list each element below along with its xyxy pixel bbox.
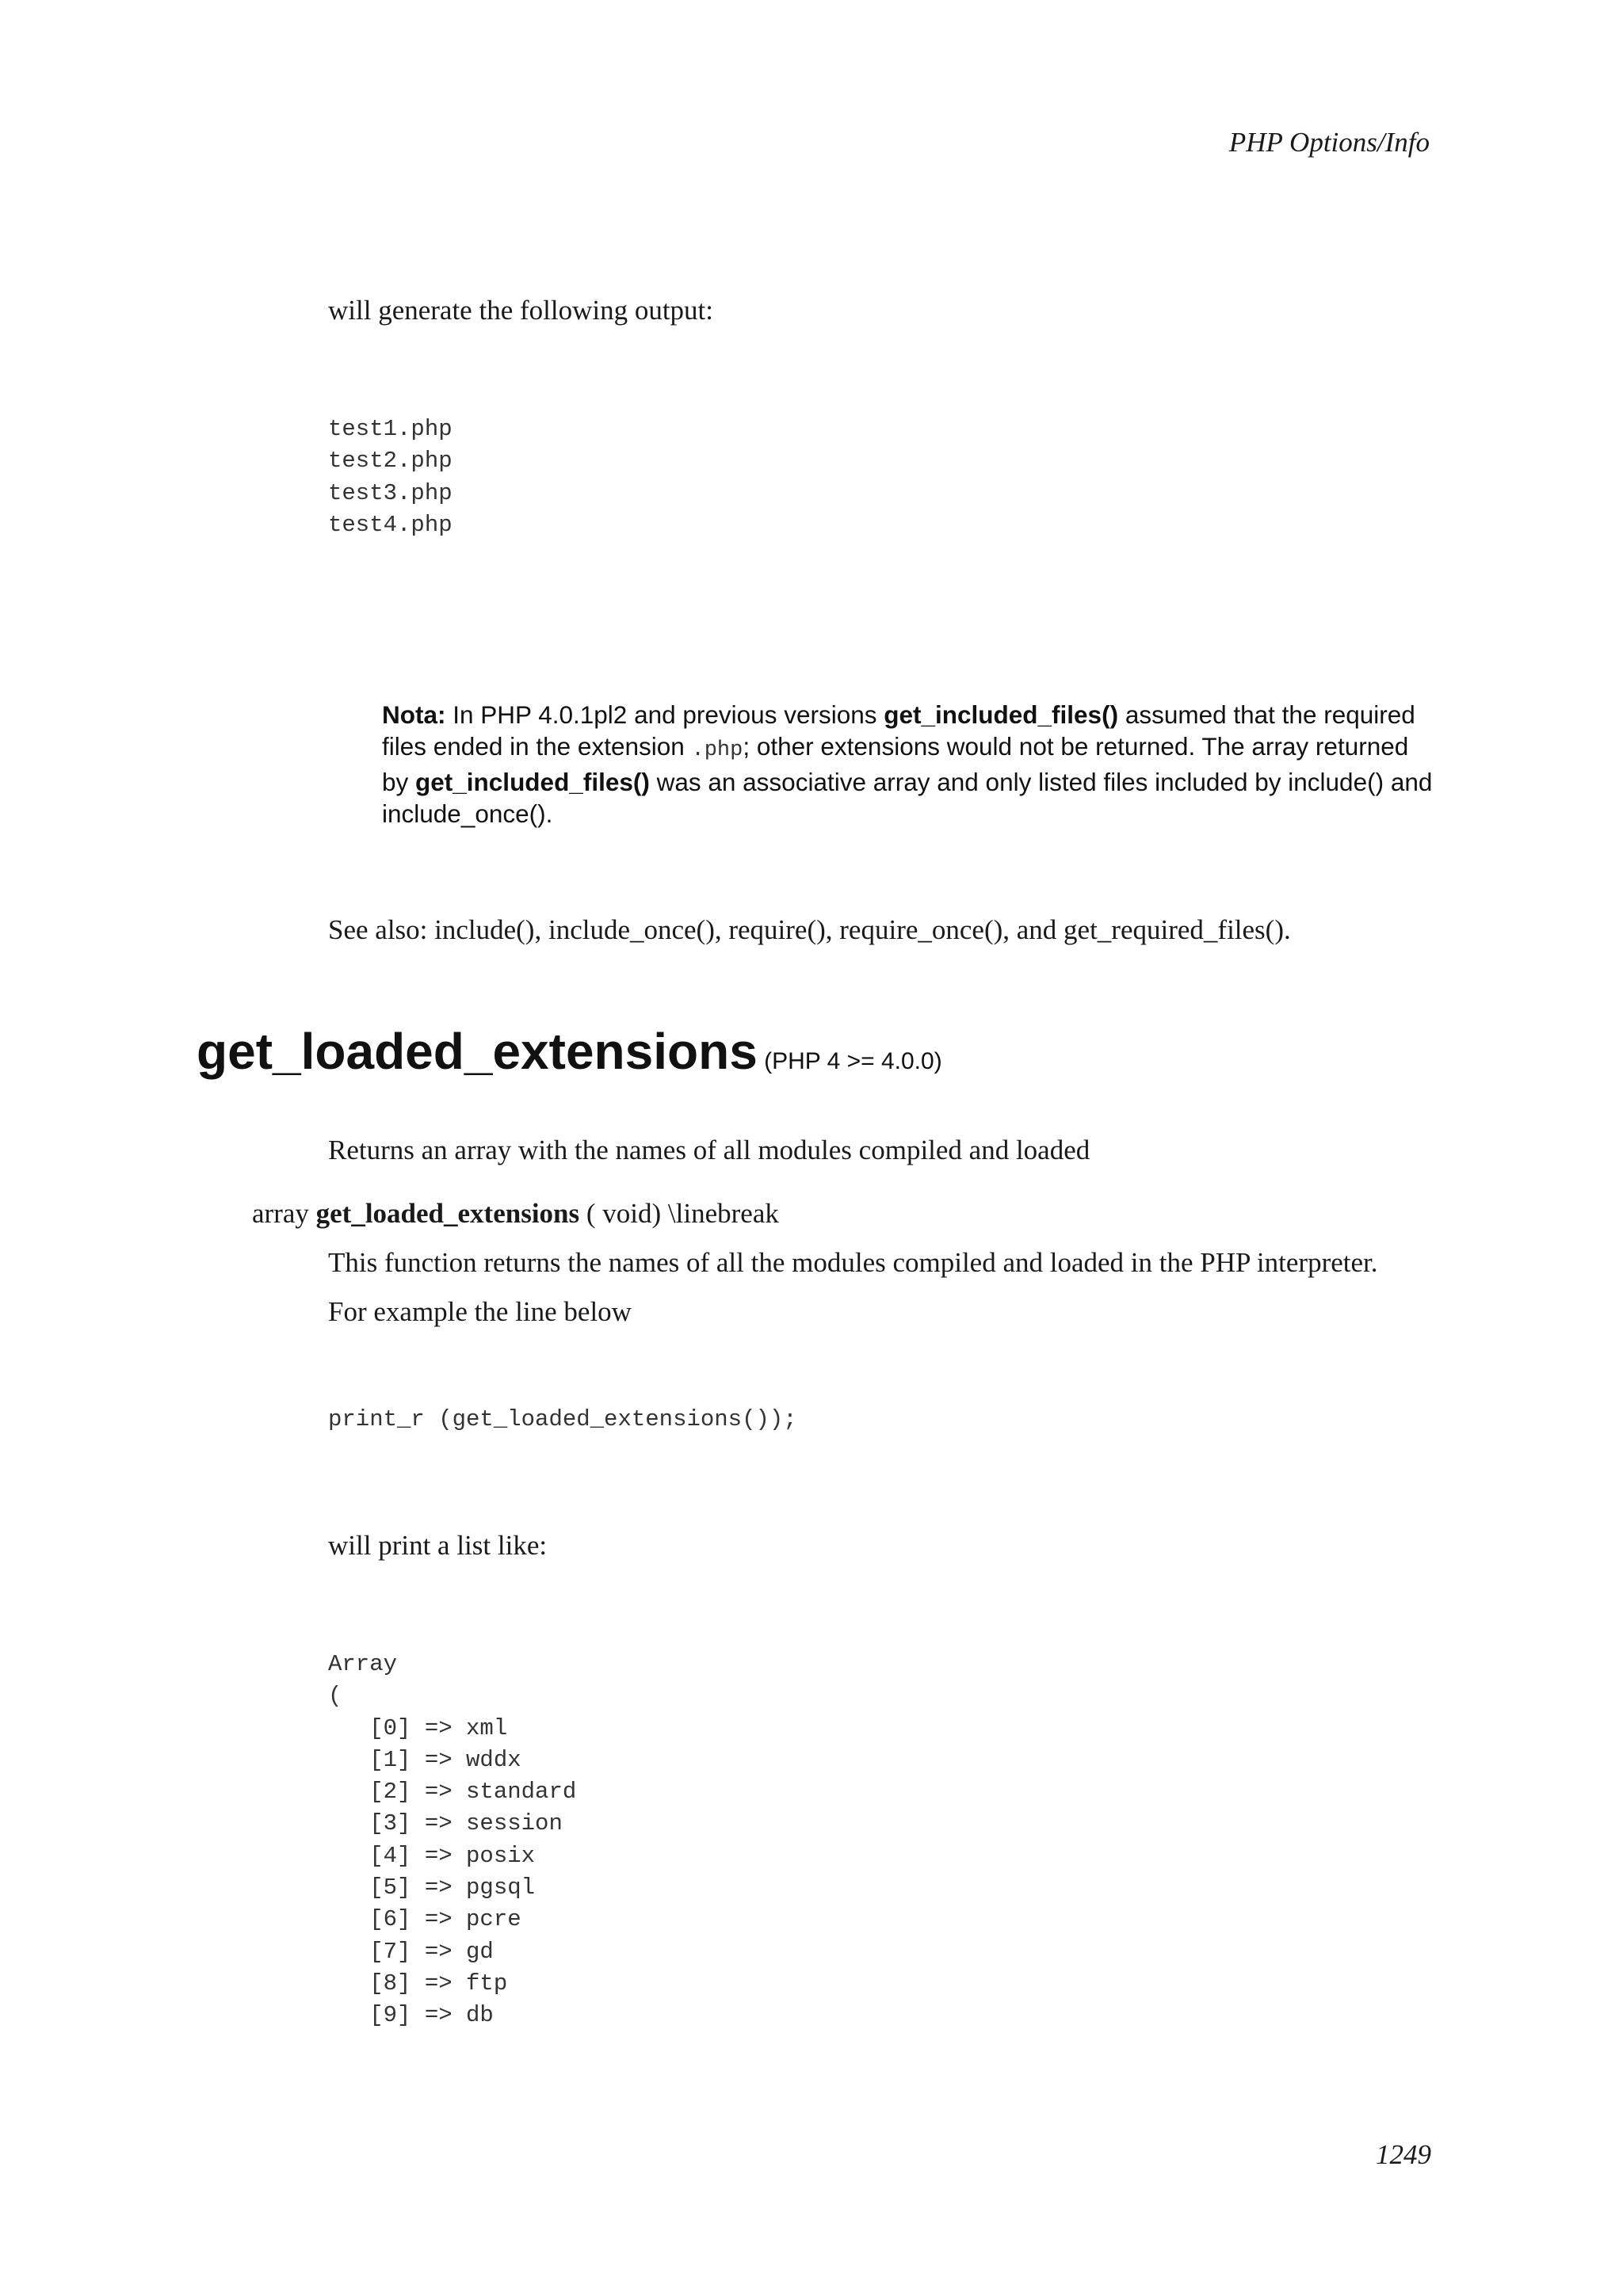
- note-text-2: assumed that the required files ended in the extension: [382, 700, 1415, 761]
- synopsis-function-name: get_loaded_extensions: [315, 1198, 580, 1229]
- output-code-block: test1.php test2.php test3.php test4.php: [328, 416, 453, 538]
- function-title: get_loaded_extensions: [197, 1023, 758, 1080]
- print-intro-text: will print a list like:: [328, 1530, 548, 1561]
- function-summary: Returns an array with the names of all modules compiled and loaded: [328, 1135, 1090, 1165]
- output-intro-text: will generate the following output:: [328, 295, 714, 326]
- note-text-1: In PHP 4.0.1pl2 and previous versions: [445, 700, 884, 729]
- function-version: (PHP 4 >= 4.0.0): [757, 1048, 942, 1074]
- note-function-1: get_included_files(): [884, 700, 1119, 729]
- note-label: Nota:: [382, 700, 446, 729]
- function-description: This function returns the names of all the modules compiled and loaded in the PHP interpreter.: [328, 1247, 1378, 1278]
- see-also-text: See also: include(), include_once(), require(), require_once(), and get_required_files().: [328, 914, 1291, 945]
- page-number: 1249: [1376, 2139, 1431, 2170]
- section-heading: [197, 1022, 942, 1081]
- running-header: PHP Options/Info: [1228, 127, 1430, 158]
- synopsis-params: ( void) \linebreak: [579, 1198, 779, 1229]
- print-output-block: Array ( [0] => xml [1] => wddx [2] => standard [3] => session [4] => posix [5] => pgsql [6] => pcre [7] => gd [8] => ftp [9] => db: [328, 1651, 577, 2029]
- note-text-3: ; other extensions would not be returned. The array returned by: [382, 732, 1409, 796]
- example-intro-text: For example the line below: [328, 1296, 632, 1327]
- function-synopsis: [252, 1189, 779, 1238]
- note-extension-code: .php: [691, 738, 743, 762]
- note-box: [382, 699, 1436, 830]
- synopsis-return-type: array: [252, 1198, 316, 1229]
- example-code-block: print_r (get_loaded_extensions());: [328, 1406, 797, 1432]
- note-text-4: was an associative array and only listed files included by include() and include_once().: [382, 768, 1433, 828]
- note-function-2: get_included_files(): [415, 768, 650, 796]
